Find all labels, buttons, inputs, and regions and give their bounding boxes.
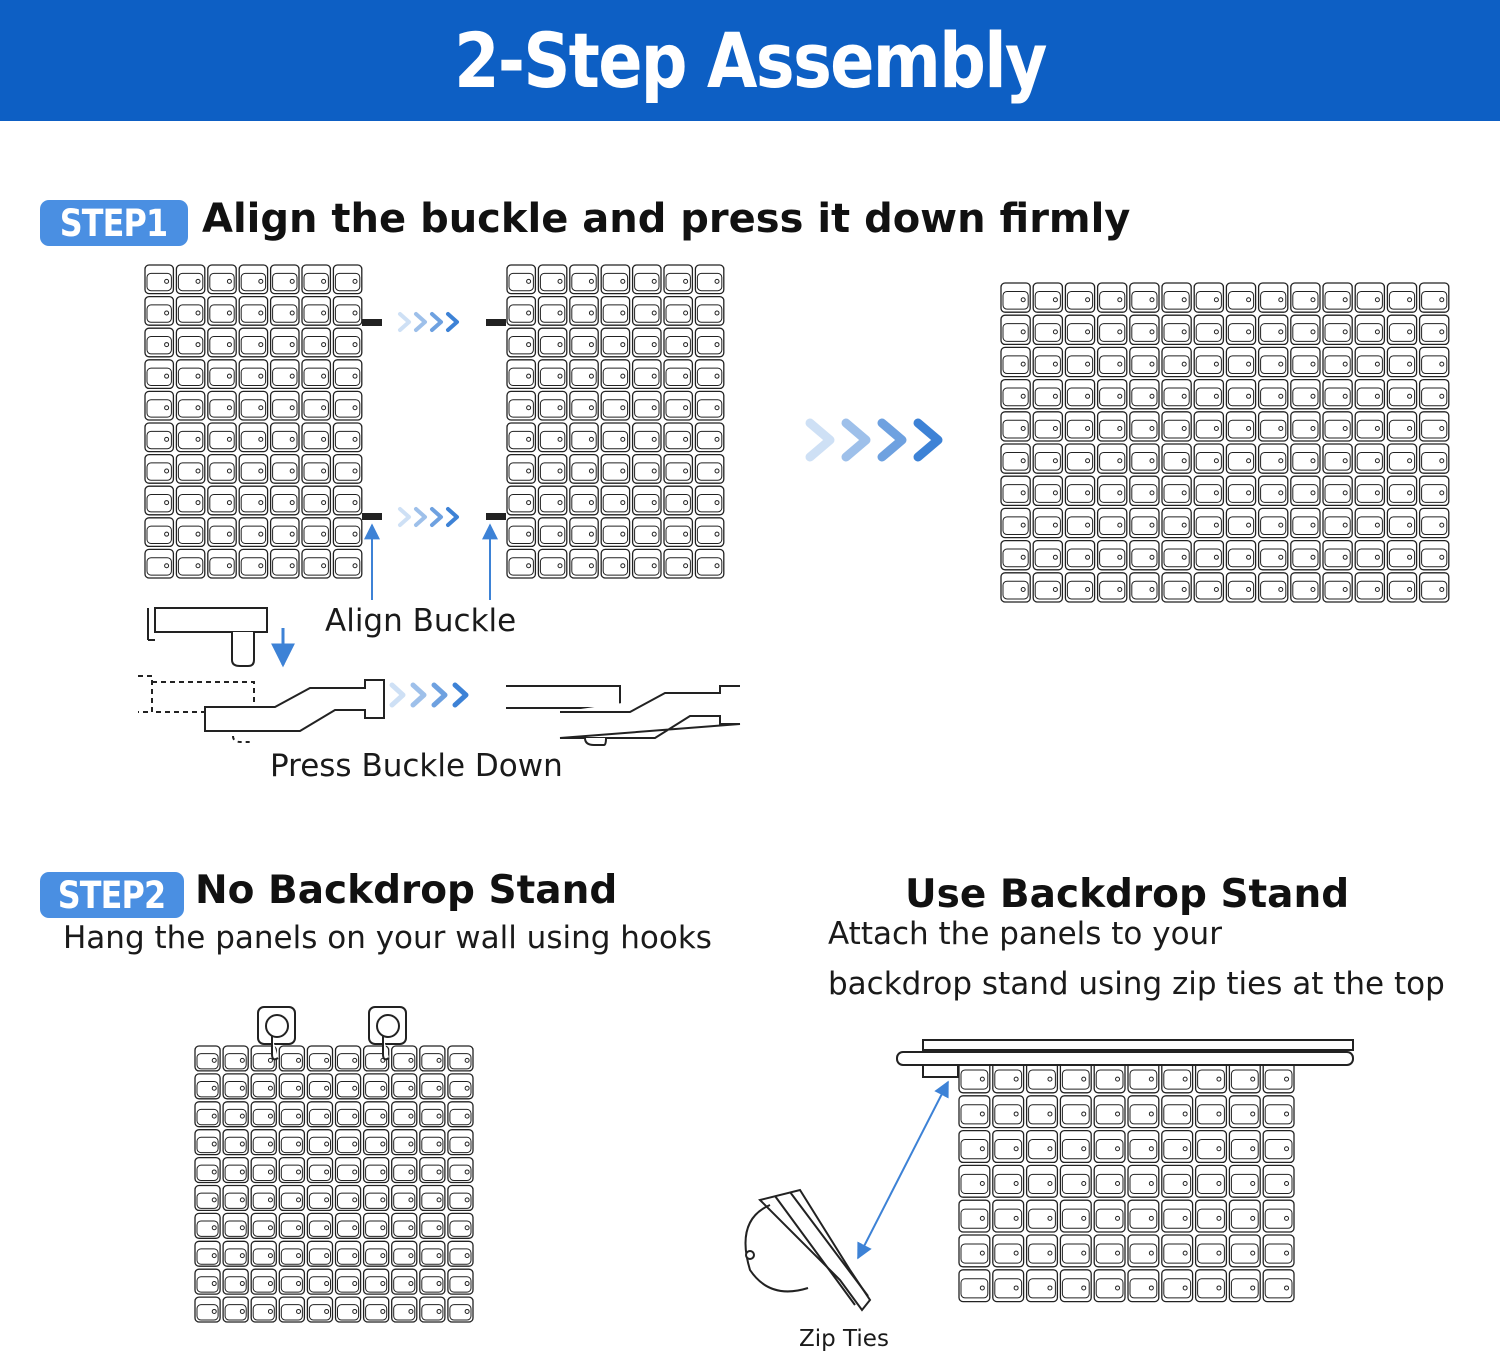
- stand-mounted-panel: [959, 1061, 1294, 1302]
- press-buckle-label: Press Buckle Down: [270, 748, 563, 784]
- page-title: 2-Step Assembly: [454, 16, 1046, 105]
- chevron-arrow-icon: [392, 685, 466, 705]
- use-stand-caption-line2: backdrop stand using zip ties at the top: [828, 966, 1445, 1002]
- zip-tie-pointer: [858, 1082, 948, 1258]
- no-stand-caption: Hang the panels on your wall using hooks: [63, 920, 712, 956]
- joined-sequin-panel: [1001, 283, 1449, 602]
- chevron-arrow-icon: [810, 423, 938, 457]
- step1-heading: Align the buckle and press it down firmly: [202, 196, 1131, 242]
- zip-ties-icon: [746, 1190, 871, 1310]
- step1-badge-label: STEP1: [60, 201, 168, 245]
- wall-hung-panel: [195, 1046, 473, 1322]
- use-stand-heading: Use Backdrop Stand: [905, 872, 1350, 917]
- right-sequin-panel: [507, 265, 724, 578]
- left-sequin-panel: [145, 265, 362, 578]
- no-stand-heading: No Backdrop Stand: [195, 868, 618, 913]
- buckle-icon: [362, 319, 506, 520]
- buckle-detail-after: [506, 686, 740, 745]
- chevron-arrow-icon: [400, 314, 457, 330]
- chevron-arrow-icon: [400, 509, 457, 525]
- align-pointer-arrows: [372, 525, 490, 600]
- align-buckle-label: Align Buckle: [325, 603, 517, 639]
- use-stand-caption-line1: Attach the panels to your: [828, 916, 1222, 952]
- zip-ties-label: Zip Ties: [799, 1326, 889, 1352]
- step2-badge-label: STEP2: [58, 873, 166, 917]
